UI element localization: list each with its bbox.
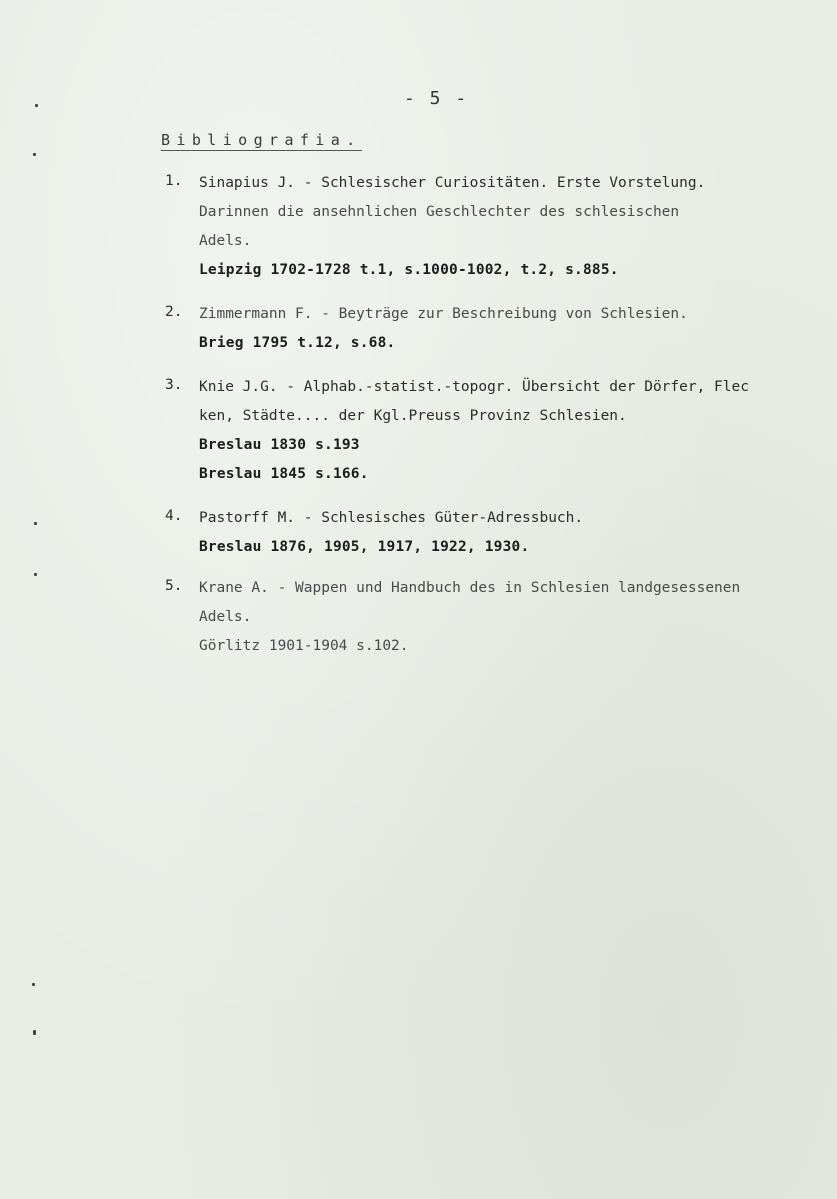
margin-mark [34,522,37,525]
entry-line: Breslau 1830 s.193 [199,437,360,453]
entry-line: Brieg 1795 t.12, s.68. [199,335,396,351]
margin-mark [32,983,35,986]
entry-number: 2. [165,304,183,320]
entry-line: Darinnen die ansehnlichen Geschlechter des schlesischen [199,204,680,220]
bibliography-heading: Bibliografia. [161,131,362,149]
entry-line: Breslau 1876, 1905, 1917, 1922, 1930. [199,539,530,555]
margin-mark [33,153,36,156]
margin-mark [33,1030,36,1035]
entry-line: Adels. [199,233,252,249]
entry-number: 3. [165,377,183,393]
entry-line: ken, Städte.... der Kgl.Preuss Provinz Schlesien. [199,408,627,424]
entry-line: Breslau 1845 s.166. [199,466,369,482]
margin-mark [34,573,37,576]
entry-line: Krane A. - Wappen und Handbuch des in Schlesien landgesessenen [199,580,741,596]
entry-number: 5. [165,578,183,594]
margin-mark [35,104,38,107]
entry-number: 1. [165,173,183,189]
entry-line: Leipzig 1702-1728 t.1, s.1000-1002, t.2, s.885. [199,262,619,278]
entry-line: Pastorff M. - Schlesisches Güter-Adressbuch. [199,510,584,526]
entry-line: Sinapius J. - Schlesischer Curiositäten. Erste Vorstelung. [199,175,706,191]
entry-line: Knie J.G. - Alphab.-statist.-topogr. Übersicht der Dörfer, Flec [199,379,749,395]
entry-line: Zimmermann F. - Beyträge zur Beschreibung von Schlesien. [199,306,688,322]
entry-line: Görlitz 1901-1904 s.102. [199,638,409,654]
page-number: - 5 - [404,88,469,109]
entry-line: Adels. [199,609,252,625]
entry-number: 4. [165,508,183,524]
